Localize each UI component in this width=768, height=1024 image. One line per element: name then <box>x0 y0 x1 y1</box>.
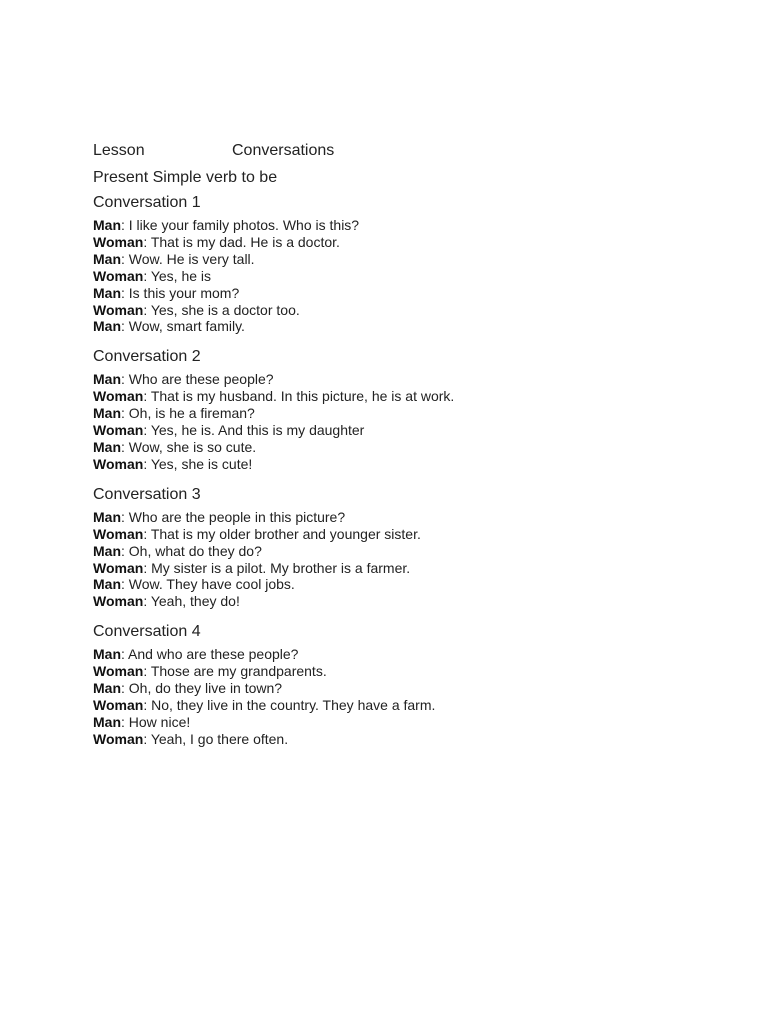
speaker-name: Woman <box>93 663 144 680</box>
dialogue-text: : Wow. He is very tall. <box>121 250 255 267</box>
speaker-name: Man <box>93 576 121 593</box>
dialogue-line <box>93 285 733 302</box>
dialogue-line <box>93 422 733 439</box>
dialogue-line <box>93 663 733 680</box>
speaker-name: Woman <box>93 422 144 439</box>
dialogue-line <box>93 646 733 663</box>
conversation-3 <box>93 485 733 610</box>
dialogue-text: : No, they live in the country. They have a farm. <box>143 696 436 713</box>
speaker-name: Man <box>93 646 121 663</box>
speaker-name: Woman <box>93 301 144 318</box>
speaker-name: Man <box>93 284 121 301</box>
speaker-name: Woman <box>93 455 144 472</box>
lesson-label: Lesson <box>93 142 145 159</box>
dialogue-line <box>93 576 733 593</box>
dialogue-line <box>93 543 733 560</box>
speaker-name: Man <box>93 508 121 525</box>
speaker-name: Man <box>93 542 121 559</box>
lesson-topic: Conversations <box>232 142 335 159</box>
speaker-name: Woman <box>93 267 144 284</box>
dialogue-text: : That is my older brother and younger sister. <box>143 525 421 542</box>
dialogue-text: : Yes, he is. And this is my daughter <box>143 422 365 439</box>
conversation-1 <box>93 193 733 335</box>
dialogue-line <box>93 234 733 251</box>
dialogue-line <box>93 560 733 577</box>
dialogue-text: : Yes, she is a doctor too. <box>143 301 300 318</box>
speaker-name: Woman <box>93 233 144 250</box>
speaker-name: Man <box>93 217 121 233</box>
dialogue-text: : And who are these people? <box>121 646 299 663</box>
dialogue-text: : Oh, what do they do? <box>121 542 262 559</box>
dialogue-line <box>93 318 733 335</box>
document-page <box>93 141 733 748</box>
speaker-name: Woman <box>93 559 144 576</box>
speaker-name: Woman <box>93 730 144 747</box>
dialogue-line <box>93 268 733 285</box>
speaker-name: Woman <box>93 388 144 405</box>
dialogue-text: : Yeah, I go there often. <box>143 730 289 747</box>
dialogue-line <box>93 526 733 543</box>
dialogue-text: : How nice! <box>121 713 191 730</box>
speaker-name: Man <box>93 713 121 730</box>
dialogue-line <box>93 593 733 610</box>
dialogue-text: : Is this your mom? <box>121 284 240 301</box>
speaker-name: Man <box>93 438 121 455</box>
conversation-heading: Conversation 4 <box>93 623 201 641</box>
dialogue-line <box>93 509 733 526</box>
speaker-name: Woman <box>93 525 144 542</box>
dialogue-text: : Those are my grandparents. <box>143 663 327 680</box>
conversations-list <box>93 193 733 748</box>
lesson-subtitle: Present Simple verb to be <box>93 169 278 186</box>
dialogue-text: : Wow, she is so cute. <box>121 438 257 455</box>
lesson-title-row <box>93 141 733 160</box>
dialogue-text: : Oh, do they live in town? <box>121 680 283 697</box>
speaker-name: Man <box>93 371 121 388</box>
dialogue-text: : Who are the people in this picture? <box>121 508 346 525</box>
conversation-heading: Conversation 1 <box>93 194 201 211</box>
speaker-name: Man <box>93 405 121 422</box>
dialogue-line <box>93 439 733 456</box>
dialogue-line <box>93 388 733 405</box>
conversation-heading: Conversation 2 <box>93 348 201 366</box>
dialogue-line <box>93 405 733 422</box>
dialogue-line <box>93 731 733 748</box>
dialogue-line <box>93 302 733 319</box>
dialogue-line <box>93 371 733 388</box>
dialogue-text: : I like your family photos. Who is this? <box>121 217 360 233</box>
conversation-heading: Conversation 3 <box>93 485 201 503</box>
dialogue-text: : My sister is a pilot. My brother is a farmer. <box>143 559 411 576</box>
dialogue-text: : Wow, smart family. <box>121 318 245 335</box>
dialogue-text: : That is my dad. He is a doctor. <box>143 233 340 250</box>
conversation-4 <box>93 622 733 747</box>
dialogue-text: : That is my husband. In this picture, he is at work. <box>143 388 455 405</box>
dialogue-line <box>93 680 733 697</box>
speaker-name: Woman <box>93 593 144 610</box>
dialogue-text: : Who are these people? <box>121 371 274 388</box>
dialogue-text: : Oh, is he a fireman? <box>121 405 255 422</box>
conversation-2 <box>93 347 733 472</box>
dialogue-text: : Yeah, they do! <box>143 593 240 610</box>
dialogue-line <box>93 714 733 731</box>
speaker-name: Woman <box>93 696 144 713</box>
dialogue-line <box>93 217 733 234</box>
dialogue-text: : Wow. They have cool jobs. <box>121 576 295 593</box>
dialogue-text: : Yes, he is <box>143 267 212 284</box>
speaker-name: Man <box>93 680 121 697</box>
dialogue-line <box>93 456 733 473</box>
dialogue-text: : Yes, she is cute! <box>143 455 253 472</box>
speaker-name: Man <box>93 318 121 335</box>
dialogue-line <box>93 697 733 714</box>
dialogue-line <box>93 251 733 268</box>
speaker-name: Man <box>93 250 121 267</box>
